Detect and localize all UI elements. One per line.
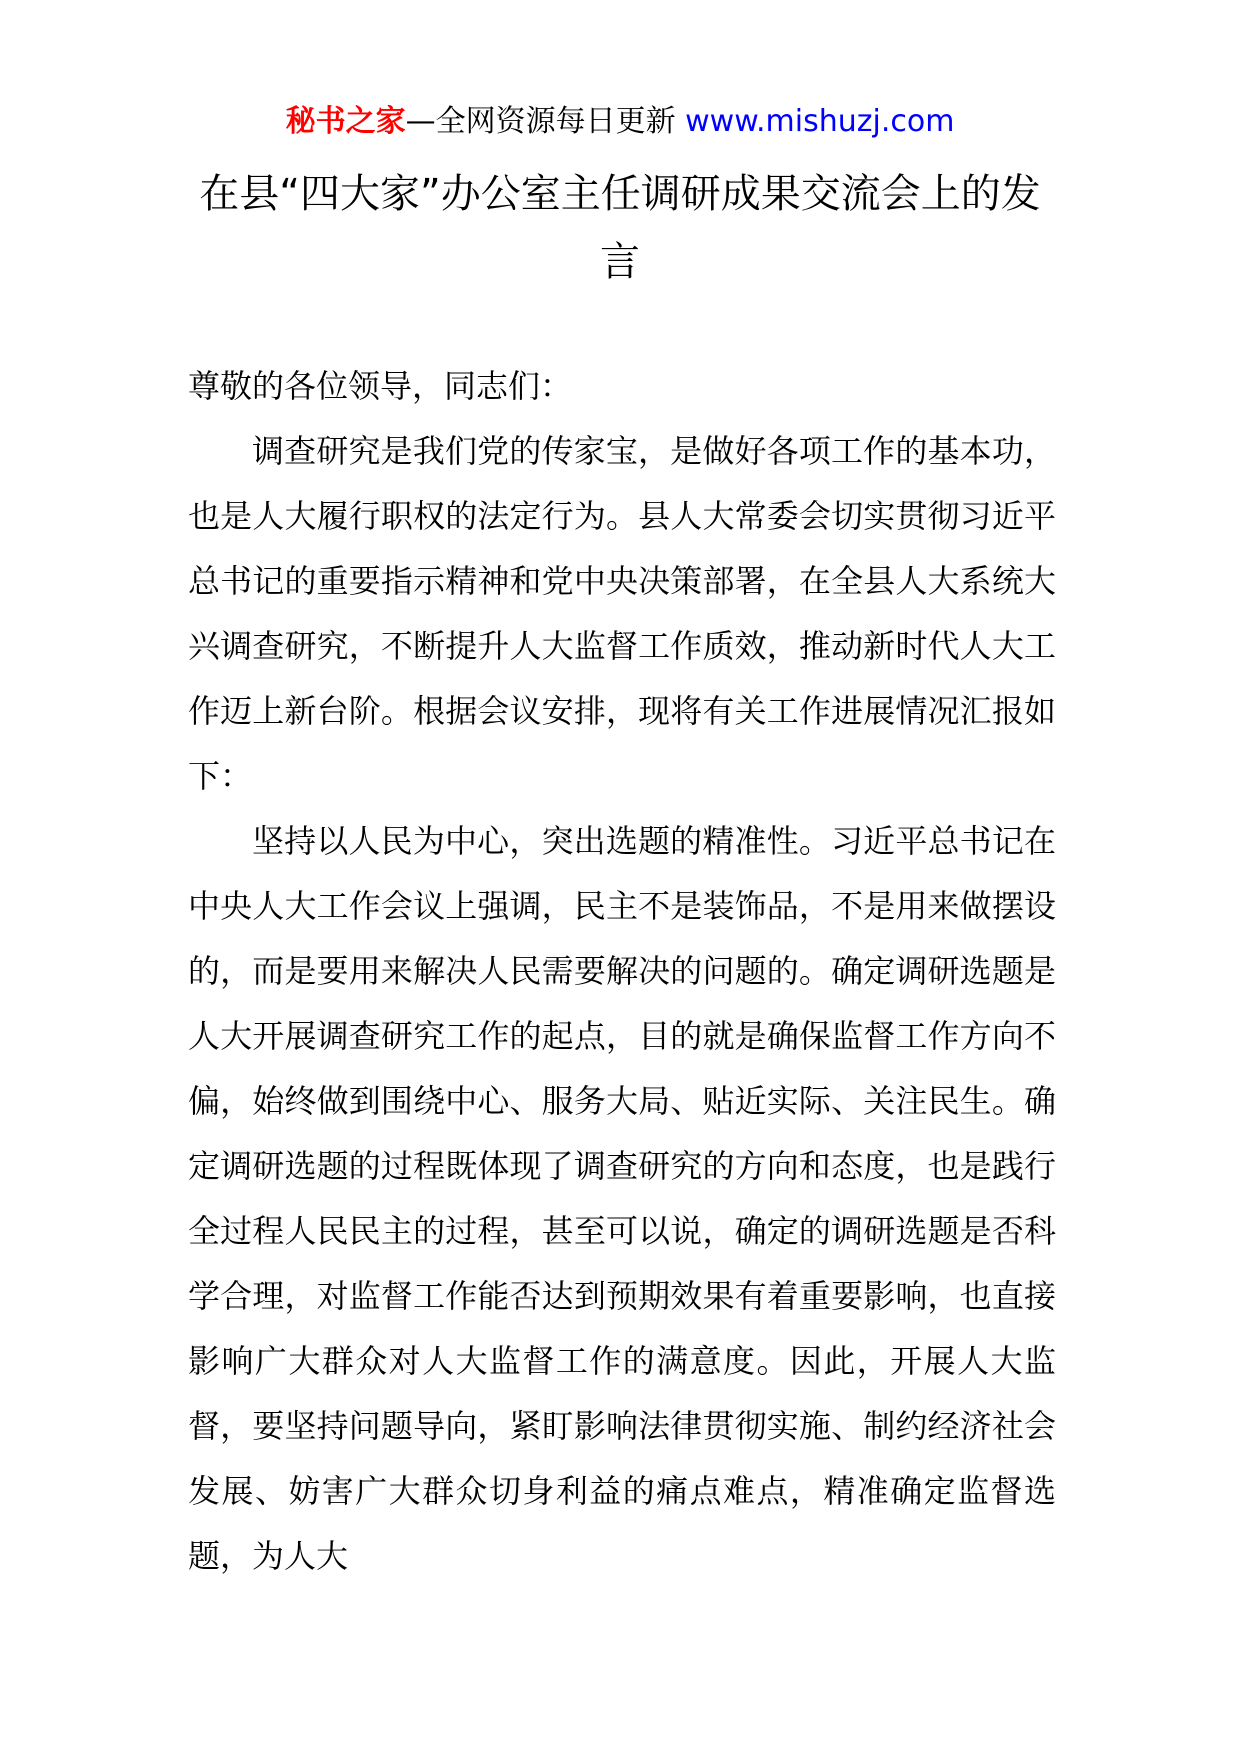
body-paragraph-1: 调查研究是我们党的传家宝，是做好各项工作的基本功，也是人大履行职权的法定行为。县人大常委会切实贯彻习近平总书记的重要指示精神和党中央决策部署，在全县人大系统大兴调查研究，不断提升人大监督工作质效，推动新时代人大工作迈上新台阶。根据会议安排，现将有关工作进展情况汇报如下： [188, 432, 1056, 795]
brand-name: 秘书之家 [285, 104, 406, 139]
document-title: 在县“四大家”办公室主任调研成果交流会上的发言 [199, 171, 1041, 285]
salutation: 尊敬的各位领导，同志们： [188, 367, 573, 405]
document-body [188, 354, 1056, 1589]
site-header [0, 100, 1240, 144]
site-url-link[interactable]: www.mishuzj.com [685, 104, 955, 139]
body-paragraph-2: 坚持以人民为中心，突出选题的精准性。习近平总书记在中央人大工作会议上强调，民主不是装饰品，不是用来做摆设的，而是要用来解决人民需要解决的问题的。确定调研选题是人大开展调查研究工作的起点，目的就是确保监督工作方向不偏，始终做到围绕中心、服务大局、贴近实际、关注民生。确定调研选题的过程既体现了调查研究的方向和态度，也是践行全过程人民民主的过程，甚至可以说，确定的调研选题是否科学合理，对监督工作能否达到预期效果有着重要影响，也直接影响广大群众对人大监督工作的满意度。因此，开展人大监督，要坚持问题导向，紧盯影响法律贯彻实施、制约经济社会发展、妨害广大群众切身利益的痛点难点，精准确定监督选题，为人大 [188, 822, 1056, 1575]
header-tagline: —全网资源每日更新 [405, 104, 686, 139]
